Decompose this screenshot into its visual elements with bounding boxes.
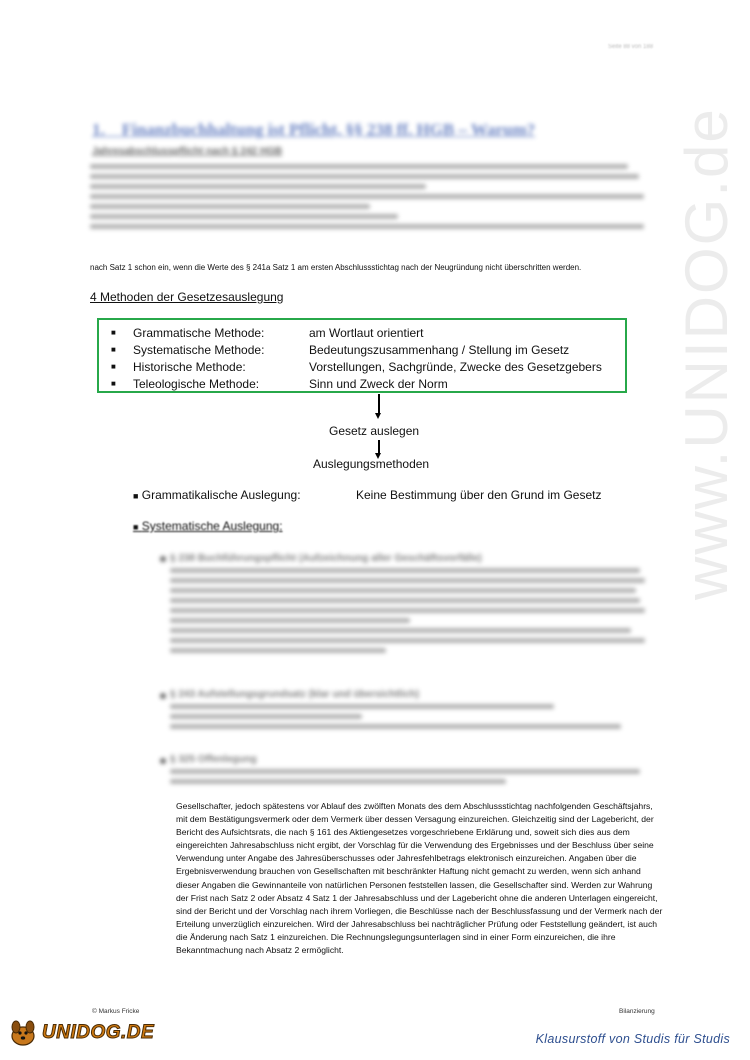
methods-title: 4 Methoden der Gesetzesauslegung — [90, 290, 284, 304]
method-name: Teleologische Methode: — [133, 376, 260, 391]
arrow-down-icon — [375, 413, 381, 419]
block-243 — [170, 689, 650, 734]
gram-label: Grammatikalische Auslegung: — [141, 488, 301, 502]
block-325 — [170, 754, 650, 789]
method-row — [111, 375, 613, 392]
bullet-icon: ■ — [133, 522, 139, 532]
heading-subtitle: Jahresabschlusspflicht nach § 242 HGB — [92, 146, 283, 157]
method-row — [111, 341, 613, 358]
method-row — [111, 358, 613, 375]
logo-text: UNIDOG.DE — [42, 1022, 155, 1043]
dog-icon — [8, 1018, 38, 1048]
method-name: Historische Methode: — [133, 359, 246, 374]
bullet-icon — [160, 556, 166, 562]
arrow-line — [378, 440, 380, 454]
heading-title — [92, 120, 652, 140]
block-title: § 325 Offenlegung — [170, 754, 257, 765]
bullet-icon: ■ — [111, 345, 116, 354]
bullet-icon — [160, 693, 166, 699]
bullet-icon — [160, 758, 166, 764]
watermark: www.UNIDOG.de — [673, 107, 740, 600]
blurred-paragraph — [90, 160, 650, 234]
method-row — [111, 324, 613, 341]
block-title: § 238 Buchführungspflicht (Aufzeichnung aller Geschäftsvorfälle) — [170, 553, 482, 564]
bullet-icon: ■ — [111, 362, 116, 371]
slogan: Klausurstoff von Studis für Studis — [535, 1032, 730, 1046]
methods-box — [97, 318, 627, 393]
method-name: Grammatische Methode: — [133, 325, 265, 340]
block-title: § 243 Aufstellungsgrundsatz (klar und übersichtlich) — [170, 689, 420, 700]
method-desc: am Wortlaut orientiert — [309, 325, 424, 340]
bullet-icon: ■ — [111, 328, 116, 337]
block-238 — [170, 553, 650, 658]
unidog-logo — [8, 1018, 154, 1048]
section-heading — [92, 120, 652, 157]
flow-step-2: Auslegungsmethoden — [313, 457, 430, 471]
heading-number: 1. — [92, 120, 105, 139]
method-desc: Sinn und Zweck der Norm — [309, 376, 448, 391]
sys-auslegung — [133, 519, 283, 533]
arrow-line — [378, 394, 380, 414]
footer-author: © Markus Fricke — [92, 1008, 140, 1015]
page-marker: Seite 88 von 188 — [608, 44, 654, 50]
method-desc: Vorstellungen, Sachgründe, Zwecke des Gesetzgebers — [309, 359, 602, 374]
method-name: Systematische Methode: — [133, 342, 265, 357]
heading-text: Finanzbuchhaltung ist Pflicht, §§ 238 ff. HGB – Warum? — [121, 120, 536, 139]
paragraph-last-line: nach Satz 1 schon ein, wenn die Werte des § 241a Satz 1 am ersten Abschlussstichtag nach der Neugründung nicht überschritten werden. — [90, 263, 582, 272]
footer-subject: Bilanzierung — [619, 1008, 655, 1015]
gram-auslegung — [133, 488, 301, 502]
gram-desc: Keine Bestimmung über den Grund im Gesetz — [356, 488, 602, 502]
bullet-icon: ■ — [111, 379, 116, 388]
flow-step-1: Gesetz auslegen — [329, 424, 420, 438]
offenlegung-paragraph: Gesellschafter, jedoch spätestens vor Ablauf des zwölften Monats des dem Abschlussstichtag nachfolgenden Geschäftsjahrs, mit dem Bestätigungsvermerk oder dem Vermerk über dessen Versagung einzureichen. Gleichzeitig sind der Lagebericht, der Bericht des Aufsichtsrats, die nach § 161 des Aktiengesetzes vorgeschriebene Erklärung und, soweit sich dies aus dem eingereichten Jahresabschluss nicht ergibt, der Vorschlag für die Verwendung des Ergebnisses und der Beschluss über seine Verwendung unter Angabe des Jahresüberschusses oder Jahresfehlbetrags elektronisch einzureichen. Angaben über die Ergebnisverwendung brauchen von Gesellschaften mit beschränkter Haftung nicht gemacht zu werden, wenn sich anhand dieser Angaben die Gewinnanteile von natürlichen Personen feststellen lassen, die Gesellschafter sind. Werden zur Wahrung der Frist nach Satz 2 oder Absatz 4 Satz 1 der Jahresabschluss und der Lagebericht ohne die anderen Unterlagen eingereicht, sind der Bericht und der Vorschlag nach ihrem Vorliegen, die Beschlüsse nach der Beschlussfassung und der Vermerk nach der Erteilung unverzüglich einzureichen. Wird der Jahresabschluss bei nachträglicher Prüfung oder Feststellung geändert, ist auch die Änderung nach Satz 1 einzureichen. Die Rechnungslegungsunterlagen sind in einer Form einzureichen, die ihre Bekanntmachung nach Absatz 2 ermöglicht. — [176, 801, 663, 956]
method-desc: Bedeutungszusammenhang / Stellung im Gesetz — [309, 342, 570, 357]
sys-label: Systematische Auslegung: — [141, 519, 283, 533]
bullet-icon: ■ — [133, 491, 139, 501]
